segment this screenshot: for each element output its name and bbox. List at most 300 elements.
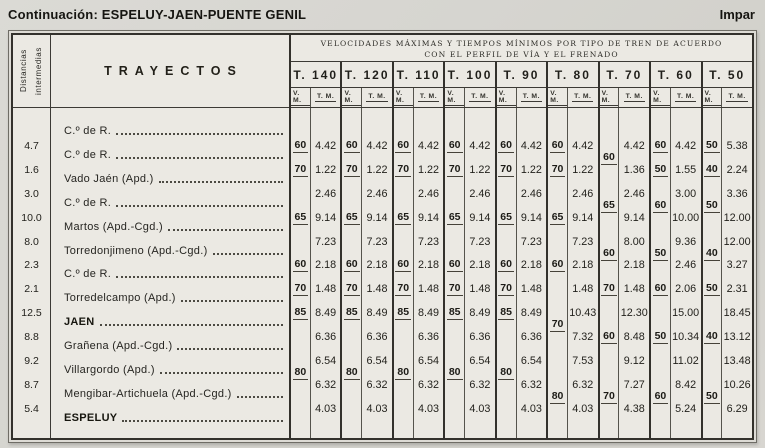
vm-value-number: 60 xyxy=(294,138,307,151)
vm-column xyxy=(703,108,723,438)
tm-value: 4.03 xyxy=(315,402,337,415)
vm-value-number: 60 xyxy=(654,282,667,295)
station-name: C.º de R. xyxy=(64,268,112,281)
station-row xyxy=(51,241,289,259)
tm-value: 2.18 xyxy=(520,259,542,272)
tm-value: 4.42 xyxy=(572,139,594,152)
train-type-group xyxy=(701,62,752,438)
train-type-group xyxy=(546,62,597,438)
tm-value: 7.23 xyxy=(315,235,337,248)
tm-header-label: T. M. xyxy=(522,93,540,100)
tm-value: 6.36 xyxy=(520,331,542,344)
velocity-header xyxy=(291,35,752,62)
station-name: ESPELUY xyxy=(64,411,118,424)
vm-column xyxy=(497,108,517,438)
train-type-header: T. 110 xyxy=(394,62,443,88)
tm-value: 8.00 xyxy=(623,235,645,248)
tm-value: 8.42 xyxy=(675,378,697,391)
vm-column xyxy=(651,108,671,438)
tm-value: 6.32 xyxy=(366,378,388,391)
tm-value: 9.14 xyxy=(469,211,491,224)
tm-value: 2.46 xyxy=(417,187,439,200)
tm-value: 11.02 xyxy=(672,355,699,368)
tm-header xyxy=(465,88,495,107)
vm-value-number: 50 xyxy=(654,162,667,175)
tm-header-label: T. M. xyxy=(419,93,438,100)
vm-value xyxy=(394,210,413,224)
vm-header xyxy=(342,88,362,107)
vm-value xyxy=(497,305,516,319)
train-type-header: T. 60 xyxy=(651,62,700,88)
vm-value-number: 60 xyxy=(654,389,667,402)
tm-value: 4.03 xyxy=(520,402,542,415)
vm-value xyxy=(394,365,413,379)
velocity-header-line1: VELOCIDADES MÁXIMAS Y TIEMPOS MÍNIMOS POR TIPO DE TREN DE ACUERDO xyxy=(320,39,723,48)
station-row xyxy=(51,408,289,426)
subheader-row xyxy=(394,88,443,108)
dotted-leader xyxy=(213,253,283,255)
tm-value: 2.24 xyxy=(726,163,748,176)
station-row xyxy=(51,193,289,211)
tm-value: 9.12 xyxy=(623,355,645,368)
group-body xyxy=(445,108,494,438)
tm-column xyxy=(311,108,341,438)
trayectos-body xyxy=(51,108,289,438)
distance-value: 3.0 xyxy=(24,187,39,200)
tm-header xyxy=(362,88,392,107)
tm-value: 1.48 xyxy=(623,283,645,296)
station-row xyxy=(51,169,289,187)
station-row xyxy=(51,264,289,282)
station-row xyxy=(51,121,289,139)
vm-column xyxy=(291,108,311,438)
vm-value xyxy=(291,162,310,176)
tm-value: 6.32 xyxy=(520,378,542,391)
tm-value: 6.29 xyxy=(726,402,748,415)
vm-value-number: 70 xyxy=(551,162,564,175)
distances-header-line2: intermedias xyxy=(34,47,44,95)
vm-value-number: 60 xyxy=(654,198,667,211)
tm-value: 4.42 xyxy=(623,139,645,152)
group-body xyxy=(703,108,752,438)
vm-value-number: 65 xyxy=(345,210,358,223)
station-name: C.º de R. xyxy=(64,196,112,209)
timetable-outer-border xyxy=(8,30,757,443)
train-type-group xyxy=(340,62,391,438)
distance-value: 5.4 xyxy=(24,402,39,415)
vm-header-label: V. M. xyxy=(291,90,310,106)
tm-value: 8.48 xyxy=(623,331,645,344)
tm-value: 6.36 xyxy=(417,331,439,344)
vm-value xyxy=(342,281,361,295)
vm-header-label: V. M. xyxy=(600,90,619,106)
distances-header xyxy=(13,35,50,108)
vm-header xyxy=(445,88,465,107)
tm-value: 1.22 xyxy=(315,163,337,176)
tm-value: 10.26 xyxy=(723,378,751,391)
vm-value xyxy=(600,281,619,295)
vm-value xyxy=(600,150,619,164)
tm-value: 5.24 xyxy=(675,402,697,415)
vm-value-number: 60 xyxy=(654,138,667,151)
tm-value: 2.46 xyxy=(572,187,594,200)
station-name: C.º de R. xyxy=(64,125,112,137)
dotted-leader xyxy=(116,133,283,135)
station-row xyxy=(51,288,289,306)
trayectos-title: TRAYECTOS xyxy=(104,64,243,78)
tm-value: 4.42 xyxy=(315,139,337,152)
vm-header xyxy=(651,88,671,107)
vm-value xyxy=(445,138,464,152)
train-type-header: T. 70 xyxy=(600,62,649,88)
vm-value-number: 85 xyxy=(397,306,410,319)
vm-header-label: V. M. xyxy=(703,90,722,106)
distance-value: 9.2 xyxy=(24,355,39,368)
tm-value: 12.30 xyxy=(620,307,648,320)
tm-value: 7.27 xyxy=(623,378,645,391)
subheader-row xyxy=(291,88,340,108)
tm-value: 4.42 xyxy=(675,139,697,152)
tm-value: 13.12 xyxy=(723,331,751,344)
vm-value xyxy=(342,365,361,379)
tm-value: 2.46 xyxy=(315,187,337,200)
vm-value-number: 60 xyxy=(448,258,461,271)
tm-value: 10.43 xyxy=(569,307,597,320)
dotted-leader xyxy=(160,372,283,374)
vm-value-number: 70 xyxy=(603,282,615,295)
vm-value xyxy=(445,257,464,271)
trayectos-header xyxy=(51,35,289,108)
tm-value: 1.48 xyxy=(520,283,542,296)
station-row xyxy=(51,217,289,235)
vm-column xyxy=(394,108,414,438)
train-type-header: T. 90 xyxy=(497,62,546,88)
vm-value xyxy=(703,329,722,343)
tm-header xyxy=(722,88,752,107)
tm-header-label: T. M. xyxy=(574,93,592,100)
dotted-leader xyxy=(116,205,283,207)
tm-value: 1.22 xyxy=(572,163,594,176)
vm-header xyxy=(497,88,517,107)
subheader-row xyxy=(600,88,649,108)
vm-value-number: 85 xyxy=(500,306,512,319)
tm-value: 7.23 xyxy=(572,235,594,248)
tm-value: 8.49 xyxy=(366,307,388,320)
vm-value xyxy=(703,246,722,260)
page-header xyxy=(8,7,755,22)
tm-value: 8.49 xyxy=(469,307,491,320)
vm-value-number: 70 xyxy=(500,162,512,175)
dotted-leader xyxy=(168,229,283,231)
vm-value xyxy=(342,257,361,271)
train-type-group xyxy=(598,62,649,438)
train-type-header: T. 140 xyxy=(291,62,340,88)
vm-header-label: V. M. xyxy=(497,90,516,106)
tm-value: 1.22 xyxy=(469,163,491,176)
vm-value-number: 70 xyxy=(345,282,358,295)
dotted-leader xyxy=(159,181,283,183)
vm-value-number: 70 xyxy=(294,162,307,175)
train-type-header: T. 80 xyxy=(548,62,597,88)
station-name: JAEN xyxy=(64,316,95,329)
subheader-row xyxy=(651,88,700,108)
tm-value: 6.36 xyxy=(366,331,388,344)
velocity-header-line2: CON EL PERFIL DE VÍA Y EL FRENADO xyxy=(424,50,619,59)
vm-value-number: 70 xyxy=(551,318,564,331)
tm-value: 8.49 xyxy=(520,307,542,320)
tm-value: 9.14 xyxy=(623,211,645,224)
tm-value: 1.22 xyxy=(520,163,542,176)
tm-value: 15.00 xyxy=(672,307,700,320)
subheader-row xyxy=(548,88,597,108)
group-body xyxy=(497,108,546,438)
tm-value: 12.00 xyxy=(723,211,751,224)
train-type-header: T. 100 xyxy=(445,62,494,88)
subheader-row xyxy=(342,88,391,108)
train-type-group xyxy=(392,62,443,438)
vm-value-number: 65 xyxy=(603,198,615,211)
distance-value: 8.0 xyxy=(24,235,39,248)
tm-value: 4.03 xyxy=(417,402,439,415)
vm-header xyxy=(394,88,414,107)
vm-value xyxy=(548,389,567,403)
vm-value-number: 60 xyxy=(551,258,564,271)
tm-value: 6.54 xyxy=(469,355,491,368)
tm-value: 12.00 xyxy=(723,235,751,248)
vm-value-number: 85 xyxy=(448,306,461,319)
tm-value: 10.34 xyxy=(672,331,700,344)
tm-header-label: T. M. xyxy=(368,93,386,100)
vm-value xyxy=(548,210,567,224)
vm-value xyxy=(548,257,567,271)
tm-header xyxy=(517,88,547,107)
vm-value xyxy=(291,138,310,152)
dotted-leader xyxy=(237,396,283,398)
vm-value xyxy=(291,257,310,271)
subheader-row xyxy=(445,88,494,108)
distance-value: 10.0 xyxy=(21,211,42,224)
tm-value: 4.42 xyxy=(417,139,439,152)
tm-value: 9.14 xyxy=(366,211,388,224)
vm-value xyxy=(703,389,722,403)
group-body xyxy=(291,108,340,438)
vm-value-number: 70 xyxy=(448,282,461,295)
trayectos-column xyxy=(51,35,291,438)
group-body xyxy=(394,108,443,438)
vm-value-number: 60 xyxy=(294,258,307,271)
tm-value: 1.48 xyxy=(469,283,491,296)
tm-value: 2.18 xyxy=(417,259,439,272)
vm-value xyxy=(291,210,310,224)
station-name: Torredelcampo (Apd.) xyxy=(64,292,176,305)
tm-value: 6.54 xyxy=(366,355,388,368)
tm-value: 1.22 xyxy=(366,163,388,176)
vm-value-number: 50 xyxy=(706,138,718,151)
tm-value: 13.48 xyxy=(723,355,751,368)
tm-value: 8.49 xyxy=(417,307,439,320)
tm-value: 1.48 xyxy=(572,283,594,296)
tm-value: 6.54 xyxy=(315,355,337,368)
tm-header xyxy=(311,88,341,107)
vm-value-number: 65 xyxy=(551,210,564,223)
tm-value: 6.32 xyxy=(315,378,337,391)
tm-value: 4.42 xyxy=(366,139,388,152)
distance-value: 8.7 xyxy=(24,378,39,391)
vm-header xyxy=(548,88,568,107)
vm-header xyxy=(703,88,723,107)
vm-value-number: 65 xyxy=(397,210,410,223)
vm-value xyxy=(497,281,516,295)
vm-value xyxy=(703,138,722,152)
page-side-label: Impar xyxy=(719,7,755,22)
tm-value: 6.32 xyxy=(469,378,491,391)
tm-value: 7.23 xyxy=(417,235,439,248)
vm-value xyxy=(497,365,516,379)
tm-header xyxy=(619,88,649,107)
station-name: Mengibar-Artichuela (Apd.-Cgd.) xyxy=(64,387,232,400)
station-name: Vado Jaén (Apd.) xyxy=(64,172,154,185)
tm-value: 2.06 xyxy=(675,283,697,296)
vm-value xyxy=(497,138,516,152)
tm-column xyxy=(362,108,392,438)
tm-value: 2.18 xyxy=(366,259,388,272)
vm-value xyxy=(651,198,670,212)
station-name: Villargordo (Apd.) xyxy=(64,364,155,376)
vm-value xyxy=(394,257,413,271)
tm-value: 2.18 xyxy=(623,259,645,272)
timetable xyxy=(11,33,754,440)
vm-value xyxy=(394,305,413,319)
tm-value: 5.38 xyxy=(726,139,748,152)
train-type-group xyxy=(443,62,494,438)
station-row xyxy=(51,384,289,402)
tm-column xyxy=(671,108,701,438)
tm-value: 10.00 xyxy=(672,211,700,224)
tm-value: 4.42 xyxy=(520,139,542,152)
tm-value: 6.36 xyxy=(315,331,337,344)
tm-value: 2.18 xyxy=(315,259,337,272)
vm-value xyxy=(600,198,619,212)
tm-value: 1.36 xyxy=(623,163,645,176)
vm-value-number: 70 xyxy=(294,282,307,295)
distance-value: 8.8 xyxy=(24,331,39,344)
train-type-header: T. 120 xyxy=(342,62,391,88)
tm-header xyxy=(414,88,444,107)
tm-header-label: T. M. xyxy=(625,93,643,100)
vm-value xyxy=(291,365,310,379)
vm-value-number: 50 xyxy=(706,389,718,402)
tm-value: 7.23 xyxy=(520,235,542,248)
speed-time-columns xyxy=(291,35,752,438)
vm-header-label: V. M. xyxy=(548,90,567,106)
station-name: Grañena (Apd.-Cgd.) xyxy=(64,340,173,353)
vm-value-number: 60 xyxy=(603,150,615,163)
vm-value xyxy=(445,162,464,176)
vm-value-number: 60 xyxy=(500,258,512,271)
vm-value-number: 80 xyxy=(345,366,358,378)
vm-header-label: V. M. xyxy=(394,90,413,106)
distances-body xyxy=(13,108,50,438)
vm-value xyxy=(445,281,464,295)
tm-value: 1.55 xyxy=(675,163,697,176)
vm-value-number: 60 xyxy=(397,258,410,271)
vm-value-number: 60 xyxy=(500,138,512,151)
tm-value: 1.48 xyxy=(366,283,388,296)
tm-value: 1.22 xyxy=(417,163,439,176)
tm-value: 2.46 xyxy=(469,187,491,200)
tm-value: 9.14 xyxy=(315,211,337,224)
tm-value: 4.03 xyxy=(469,402,491,415)
tm-column xyxy=(568,108,598,438)
vm-value-number: 65 xyxy=(448,210,461,223)
train-type-group xyxy=(649,62,700,438)
tm-value: 9.14 xyxy=(520,211,542,224)
subheader-row xyxy=(497,88,546,108)
vm-value xyxy=(703,162,722,176)
vm-header-label: V. M. xyxy=(651,90,670,106)
distance-value: 2.1 xyxy=(24,283,39,296)
group-body xyxy=(600,108,649,438)
group-body xyxy=(548,108,597,438)
vm-value xyxy=(497,257,516,271)
train-type-groups xyxy=(291,62,752,438)
vm-value xyxy=(600,329,619,343)
vm-value xyxy=(445,365,464,379)
tm-value: 2.31 xyxy=(726,283,748,296)
tm-value: 8.49 xyxy=(315,307,337,320)
train-type-header: T. 50 xyxy=(703,62,752,88)
vm-value xyxy=(651,329,670,343)
vm-value-number: 60 xyxy=(345,258,358,271)
vm-value xyxy=(703,198,722,212)
vm-value xyxy=(548,138,567,152)
vm-value xyxy=(342,162,361,176)
group-body xyxy=(342,108,391,438)
vm-value xyxy=(342,210,361,224)
station-row xyxy=(51,336,289,354)
vm-value xyxy=(394,281,413,295)
tm-value: 2.18 xyxy=(469,259,491,272)
vm-value-number: 50 xyxy=(654,246,667,259)
tm-value: 6.54 xyxy=(417,355,439,368)
vm-header xyxy=(600,88,620,107)
vm-value-number: 70 xyxy=(500,282,512,295)
dotted-leader xyxy=(122,420,283,422)
tm-value: 2.46 xyxy=(675,259,697,272)
vm-value xyxy=(600,246,619,260)
tm-column xyxy=(722,108,752,438)
vm-value-number: 65 xyxy=(294,210,307,223)
tm-column xyxy=(465,108,495,438)
vm-value-number: 85 xyxy=(345,306,358,319)
train-type-group xyxy=(495,62,546,438)
station-name: Martos (Apd.-Cgd.) xyxy=(64,220,163,233)
distance-value: 2.3 xyxy=(24,259,39,272)
tm-value: 18.45 xyxy=(723,307,751,320)
tm-value: 7.23 xyxy=(469,235,491,248)
tm-header xyxy=(671,88,701,107)
vm-value xyxy=(703,281,722,295)
vm-value xyxy=(651,246,670,260)
dotted-leader xyxy=(116,157,283,159)
tm-header xyxy=(568,88,598,107)
vm-value-number: 85 xyxy=(294,306,307,319)
vm-value-number: 60 xyxy=(345,138,358,151)
tm-column xyxy=(414,108,444,438)
tm-value: 2.46 xyxy=(366,187,388,200)
vm-value xyxy=(651,281,670,295)
station-row xyxy=(51,312,289,330)
